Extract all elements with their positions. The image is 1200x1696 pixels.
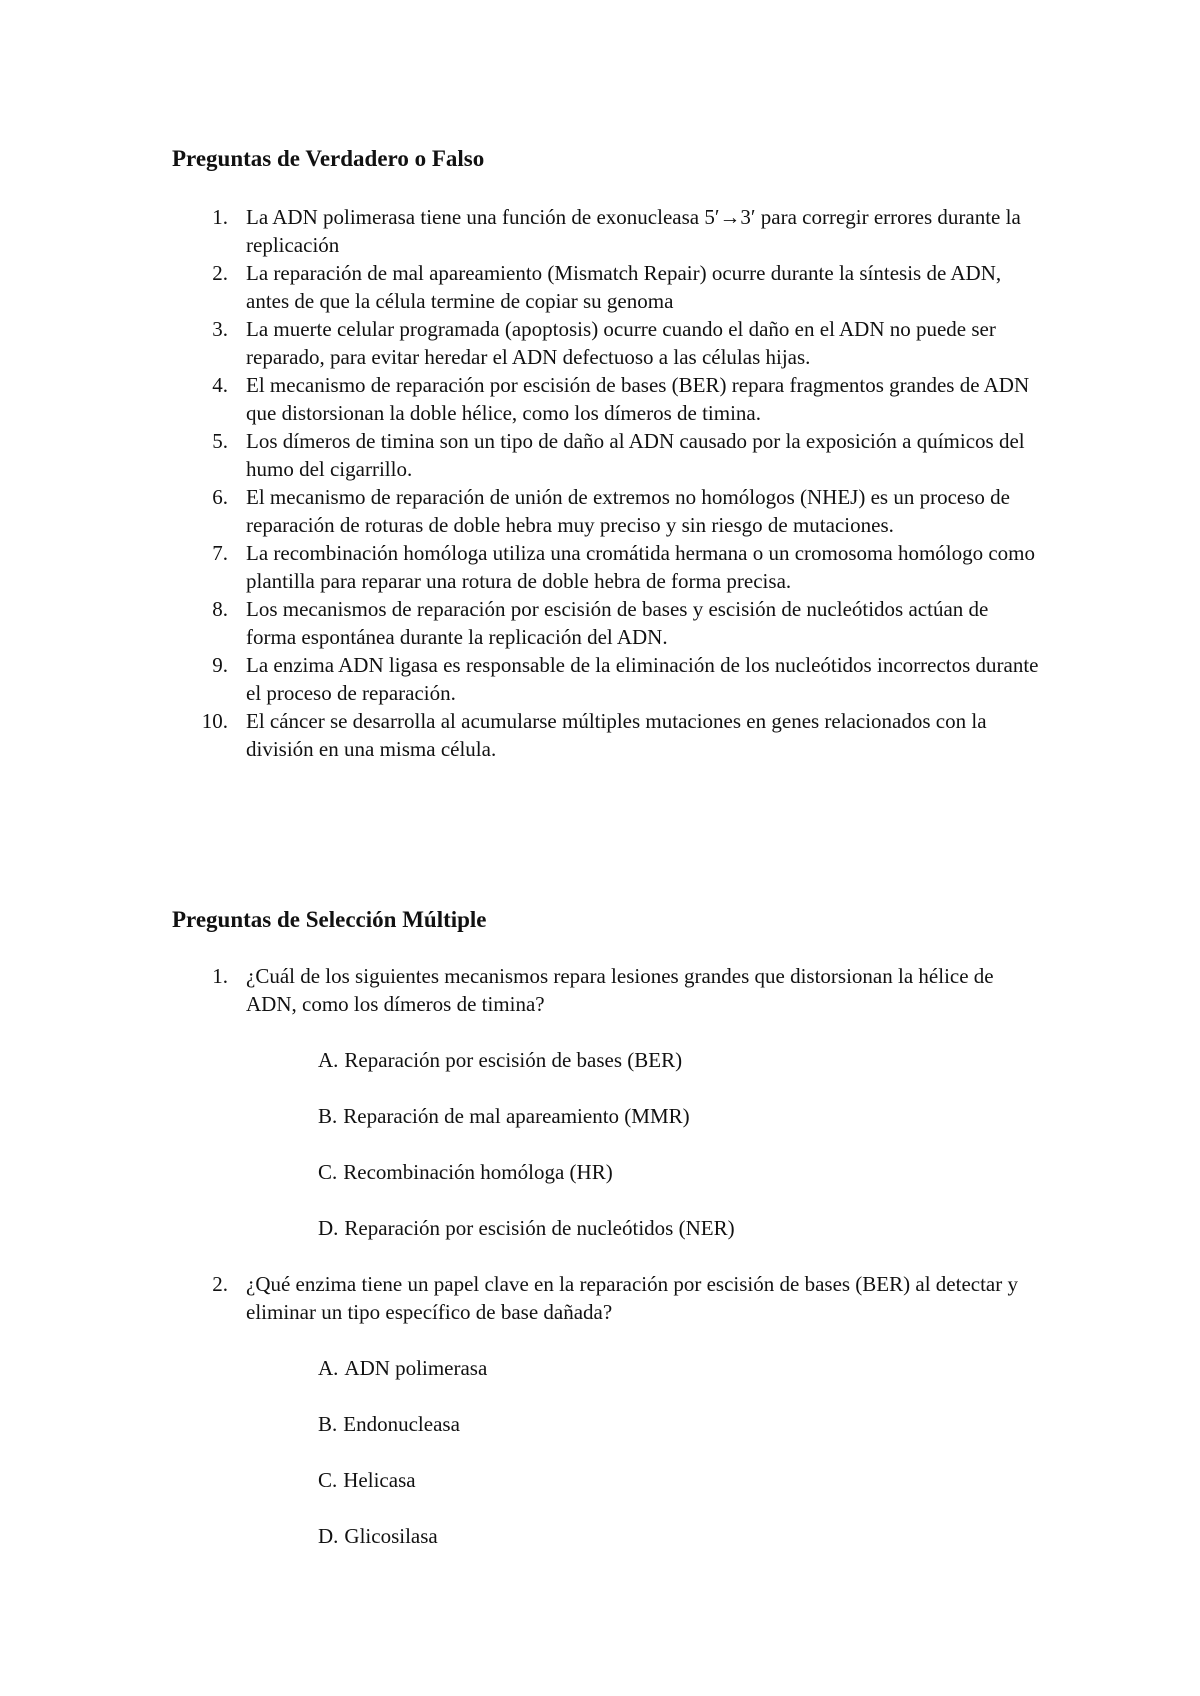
tf-question-item <box>200 483 1040 539</box>
question-number: 5. <box>212 429 228 453</box>
question-number: 8. <box>212 597 228 621</box>
tf-question-item <box>200 315 1040 371</box>
option-letter: C. <box>318 1468 338 1492</box>
mc-question-item <box>200 962 1040 1242</box>
question-text: ¿Cuál de los siguientes mecanismos repara lesiones grandes que distorsionan la hélice de ADN, como los dímeros de timina? <box>246 964 994 1016</box>
answer-option <box>246 1410 1040 1438</box>
answer-options <box>246 1354 1040 1550</box>
answer-option <box>246 1466 1040 1494</box>
mc-question-list <box>200 962 1040 1550</box>
question-number: 1. <box>212 964 228 988</box>
tf-section-heading: Preguntas de Verdadero o Falso <box>172 146 485 171</box>
question-text: La enzima ADN ligasa es responsable de la eliminación de los nucleótidos incorrectos durante el proceso de reparación. <box>246 653 1039 705</box>
answer-option <box>246 1158 1040 1186</box>
answer-option <box>246 1102 1040 1130</box>
question-number: 6. <box>212 485 228 509</box>
tf-question-item <box>200 259 1040 315</box>
tf-question-item <box>200 707 1040 763</box>
answer-option <box>246 1522 1040 1550</box>
question-text: Los mecanismos de reparación por escisión de bases y escisión de nucleótidos actúan de forma espontánea durante la replicación del ADN. <box>246 597 989 649</box>
question-number: 3. <box>212 317 228 341</box>
option-text: Endonucleasa <box>343 1412 460 1436</box>
option-letter: D. <box>318 1524 339 1548</box>
option-text: Reparación por escisión de nucleótidos (NER) <box>344 1216 735 1240</box>
question-number: 9. <box>212 653 228 677</box>
question-number: 2. <box>212 261 228 285</box>
mc-section-heading: Preguntas de Selección Múltiple <box>172 907 487 932</box>
tf-question-item <box>200 651 1040 707</box>
question-number: 4. <box>212 373 228 397</box>
question-number: 7. <box>212 541 228 565</box>
option-text: Reparación de mal apareamiento (MMR) <box>343 1104 690 1128</box>
option-text: Reparación por escisión de bases (BER) <box>344 1048 683 1072</box>
option-letter: C. <box>318 1160 338 1184</box>
tf-question-item <box>200 427 1040 483</box>
option-letter: A. <box>318 1048 339 1072</box>
question-text: La recombinación homóloga utiliza una cromátida hermana o un cromosoma homólogo como plantilla para reparar una rotura de doble hebra de forma precisa. <box>246 541 1036 593</box>
answer-option <box>246 1046 1040 1074</box>
tf-question-list <box>200 203 1040 763</box>
question-text: El cáncer se desarrolla al acumularse múltiples mutaciones en genes relacionados con la división en una misma célula. <box>246 709 987 761</box>
option-text: Glicosilasa <box>344 1524 438 1548</box>
answer-options <box>246 1046 1040 1242</box>
option-text: Recombinación homóloga (HR) <box>343 1160 613 1184</box>
answer-option <box>246 1354 1040 1382</box>
question-text: La muerte celular programada (apoptosis) ocurre cuando el daño en el ADN no puede ser reparado, para evitar heredar el ADN defectuoso a las células hijas. <box>246 317 996 369</box>
question-number: 1. <box>212 205 228 229</box>
tf-question-item <box>200 595 1040 651</box>
option-text: Helicasa <box>343 1468 416 1492</box>
question-text: El mecanismo de reparación de unión de extremos no homólogos (NHEJ) es un proceso de reparación de roturas de doble hebra muy preciso y sin riesgo de mutaciones. <box>246 485 1010 537</box>
question-text: Los dímeros de timina son un tipo de daño al ADN causado por la exposición a químicos del humo del cigarrillo. <box>246 429 1025 481</box>
question-text: La ADN polimerasa tiene una función de exonucleasa 5′→3′ para corregir errores durante la replicación <box>246 205 1021 257</box>
option-letter: A. <box>318 1356 339 1380</box>
answer-option <box>246 1214 1040 1242</box>
question-text: El mecanismo de reparación por escisión de bases (BER) repara fragmentos grandes de ADN que distorsionan la doble hélice, como los dímeros de timina. <box>246 373 1030 425</box>
question-number: 2. <box>212 1272 228 1296</box>
option-letter: B. <box>318 1104 338 1128</box>
option-letter: B. <box>318 1412 338 1436</box>
question-text: ¿Qué enzima tiene un papel clave en la reparación por escisión de bases (BER) al detectar y eliminar un tipo específico de base dañada? <box>246 1272 1018 1324</box>
mc-question-item <box>200 1270 1040 1550</box>
option-letter: D. <box>318 1216 339 1240</box>
question-text: La reparación de mal apareamiento (Mismatch Repair) ocurre durante la síntesis de ADN, antes de que la célula termine de copiar su genoma <box>246 261 1002 313</box>
tf-question-item <box>200 539 1040 595</box>
tf-question-item <box>200 203 1040 259</box>
tf-question-item <box>200 371 1040 427</box>
option-text: ADN polimerasa <box>344 1356 488 1380</box>
question-number: 10. <box>201 709 228 733</box>
